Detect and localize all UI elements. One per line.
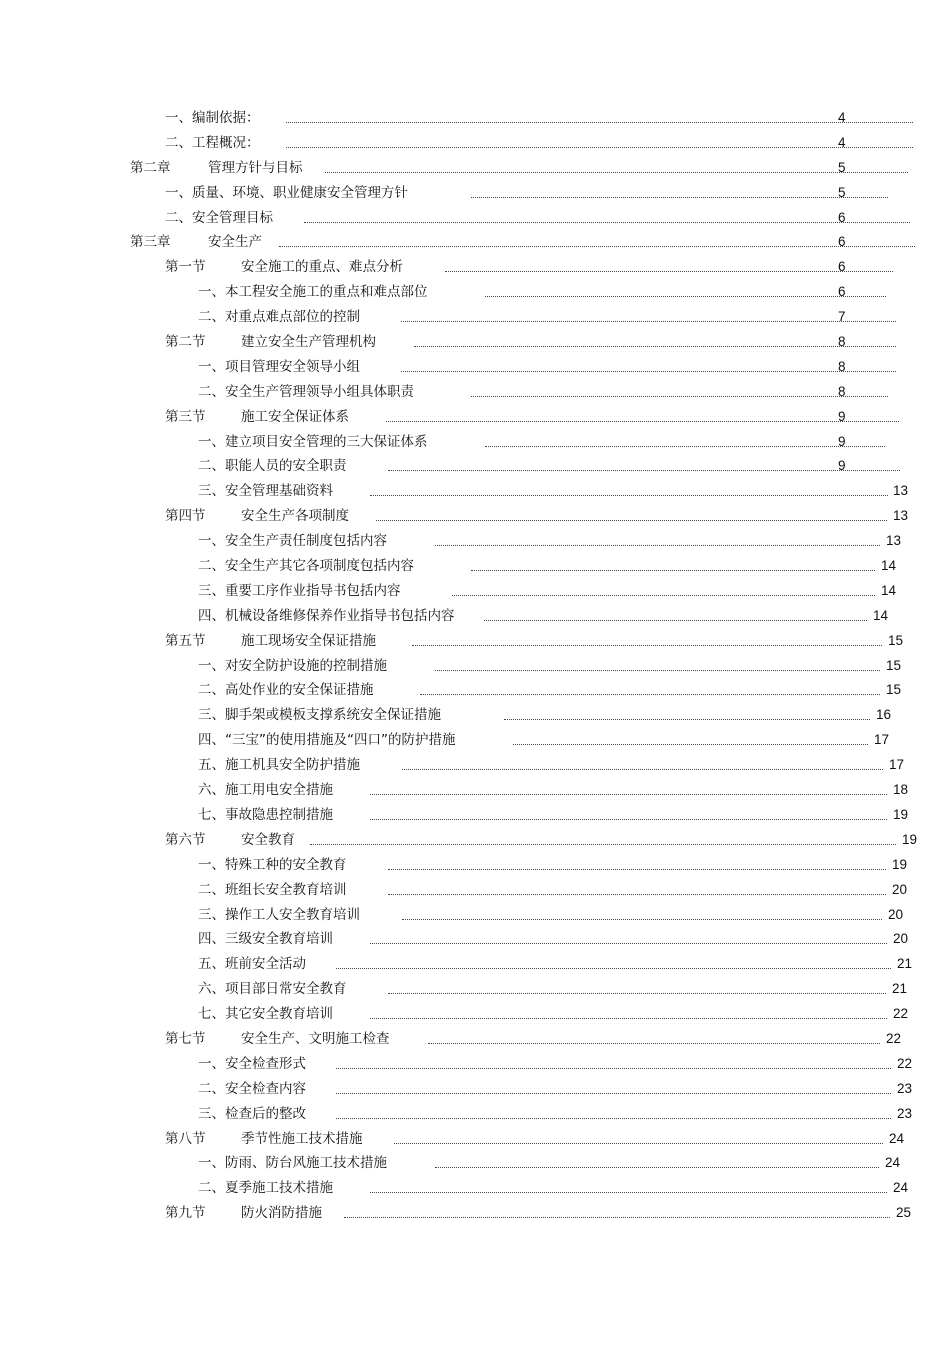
- toc-entry-title: 四、机械设备维修保养作业指导书包括内容: [198, 607, 455, 624]
- toc-dot-leader: [445, 262, 893, 272]
- toc-entry-title: 安全施工的重点、难点分析: [241, 259, 403, 276]
- toc-page-number: 18: [893, 782, 909, 798]
- toc-dot-leader: [435, 661, 880, 671]
- toc-entry-label: [165, 1201, 322, 1226]
- toc-entry-label: [198, 878, 347, 903]
- toc-entry-title: 三、脚手架或模板支撑系统安全保证措施: [198, 707, 441, 724]
- toc-dot-leader: [513, 735, 868, 745]
- toc-entry-label: [198, 778, 333, 803]
- toc-entry-title: 施工安全保证体系: [241, 408, 349, 425]
- toc-dot-leader: [388, 984, 886, 994]
- toc-page-number: 23: [897, 1105, 913, 1121]
- toc-dot-leader: [452, 586, 875, 596]
- toc-entry-number: 第二章: [130, 159, 171, 176]
- toc-entry[interactable]: [0, 280, 950, 305]
- toc-entry-label: [198, 380, 414, 405]
- toc-dot-leader: [414, 337, 896, 347]
- toc-entry-title: 二、对重点难点部位的控制: [198, 309, 360, 326]
- toc-entry[interactable]: [0, 380, 950, 405]
- toc-entry-title: 二、工程概况：: [165, 134, 260, 151]
- toc-entry-label: [165, 504, 349, 529]
- toc-entry-title: 三、重要工序作业指导书包括内容: [198, 582, 401, 599]
- toc-dot-leader: [420, 685, 880, 695]
- toc-entry[interactable]: [0, 454, 950, 479]
- toc-entry-label: [198, 305, 360, 330]
- toc-entry-label: [198, 355, 360, 380]
- toc-entry[interactable]: [0, 703, 950, 728]
- toc-entry-label: [198, 1102, 306, 1127]
- toc-dot-leader: [370, 934, 887, 944]
- toc-page-number: 21: [892, 981, 908, 997]
- toc-entry-title: 建立安全生产管理机构: [241, 334, 376, 351]
- toc-page-number: 24: [893, 1180, 909, 1196]
- toc-dot-leader: [286, 138, 913, 148]
- toc-entry-label: [198, 927, 333, 952]
- toc-dot-leader: [401, 362, 896, 372]
- toc-dot-leader: [401, 312, 896, 322]
- toc-entry-number: 第九节: [165, 1205, 206, 1222]
- toc-dot-leader: [370, 1009, 887, 1019]
- toc-page-number: 22: [886, 1030, 902, 1046]
- toc-entry-title: 一、本工程安全施工的重点和难点部位: [198, 284, 428, 301]
- toc-dot-leader: [388, 885, 886, 895]
- toc-entry-label: [198, 529, 387, 554]
- toc-entry[interactable]: [0, 330, 950, 355]
- toc-page-number: 13: [886, 533, 902, 549]
- toc-page-number: 17: [874, 732, 890, 748]
- toc-entry-label: [165, 255, 403, 280]
- toc-entry[interactable]: [0, 654, 950, 679]
- toc-entry-number: 第三节: [165, 408, 206, 425]
- toc-dot-leader: [435, 1158, 879, 1168]
- toc-entry-title: 三、检查后的整改: [198, 1105, 306, 1122]
- toc-page-number: 6: [838, 234, 846, 250]
- toc-entry-title: 一、编制依据：: [165, 110, 260, 126]
- toc-entry[interactable]: [0, 479, 950, 504]
- toc-page-number: 8: [838, 358, 846, 374]
- toc-entry-label: [165, 1027, 390, 1052]
- toc-entry[interactable]: [0, 1027, 950, 1052]
- toc-entry[interactable]: [0, 1127, 950, 1152]
- toc-entry[interactable]: [0, 430, 950, 455]
- toc-entry[interactable]: [0, 803, 950, 828]
- toc-dot-leader: [286, 113, 913, 123]
- toc-entry[interactable]: [0, 728, 950, 753]
- toc-dot-leader: [388, 860, 886, 870]
- toc-dot-leader: [304, 213, 910, 223]
- toc-dot-leader: [336, 1109, 891, 1119]
- toc-entry-title: 安全生产、文明施工检查: [241, 1030, 390, 1047]
- toc-page-number: 20: [888, 906, 904, 922]
- toc-page-number: 22: [897, 1055, 913, 1071]
- toc-dot-leader: [310, 835, 896, 845]
- toc-dot-leader: [435, 536, 880, 546]
- toc-entry-label: [198, 903, 360, 928]
- toc-dot-leader: [386, 412, 899, 422]
- toc-entry-number: 第一节: [165, 259, 206, 276]
- toc-entry[interactable]: [0, 927, 950, 952]
- toc-dot-leader: [325, 163, 908, 173]
- toc-dot-leader: [336, 1084, 891, 1094]
- toc-page-number: 8: [838, 334, 846, 350]
- toc-entry[interactable]: [0, 504, 950, 529]
- toc-entry-title: 管理方针与目标: [208, 159, 303, 176]
- toc-page-number: 7: [838, 309, 846, 325]
- toc-entry[interactable]: [0, 604, 950, 629]
- toc-page-number: 20: [893, 931, 909, 947]
- toc-entry-number: 第五节: [165, 632, 206, 649]
- toc-entry-title: 四、三级安全教育培训: [198, 931, 333, 948]
- toc-page-number: 24: [889, 1130, 905, 1146]
- toc-entry[interactable]: [0, 952, 950, 977]
- toc-entry-title: 施工现场安全保证措施: [241, 632, 376, 649]
- toc-entry-title: 一、安全生产责任制度包括内容: [198, 533, 387, 550]
- toc-entry[interactable]: [0, 828, 950, 853]
- toc-dot-leader: [485, 287, 886, 297]
- toc-page-number: 6: [838, 259, 846, 275]
- toc-entry-title: 一、安全检查形式: [198, 1055, 306, 1072]
- toc-entry[interactable]: [0, 903, 950, 928]
- toc-entry-title: 七、事故隐患控制措施: [198, 806, 333, 823]
- toc-dot-leader: [370, 785, 887, 795]
- toc-entry[interactable]: [0, 579, 950, 604]
- toc-entry[interactable]: [0, 853, 950, 878]
- toc-entry-label: [165, 330, 376, 355]
- toc-page-number: 15: [886, 682, 902, 698]
- toc-entry-title: 五、施工机具安全防护措施: [198, 757, 360, 774]
- toc-dot-leader: [394, 1134, 883, 1144]
- toc-entry-label: [198, 1052, 306, 1077]
- toc-entry-title: 二、安全生产管理领导小组具体职责: [198, 383, 414, 400]
- toc-entry[interactable]: [0, 1052, 950, 1077]
- toc-dot-leader: [370, 810, 887, 820]
- toc-entry-label: [198, 454, 347, 479]
- toc-entry-label: [165, 131, 260, 156]
- toc-page-number: 5: [838, 184, 846, 200]
- toc-page-number: 16: [876, 707, 892, 723]
- toc-entry[interactable]: [0, 1201, 950, 1226]
- toc-entry-label: [198, 1176, 333, 1201]
- toc-entry[interactable]: [0, 1102, 950, 1127]
- toc-entry-title: 一、对安全防护设施的控制措施: [198, 657, 387, 674]
- toc-entry[interactable]: [0, 1002, 950, 1027]
- toc-entry-label: [198, 554, 414, 579]
- toc-entry[interactable]: [0, 230, 950, 255]
- toc-page-number: 19: [893, 806, 909, 822]
- toc-entry-title: 二、安全生产其它各项制度包括内容: [198, 558, 414, 575]
- table-of-contents: [0, 106, 950, 1226]
- toc-dot-leader: [370, 486, 888, 496]
- toc-dot-leader: [336, 959, 891, 969]
- toc-dot-leader: [484, 611, 867, 621]
- toc-page-number: 15: [886, 657, 902, 673]
- toc-entry-title: 二、高处作业的安全保证措施: [198, 682, 374, 699]
- toc-page-number: 20: [892, 881, 908, 897]
- toc-entry[interactable]: [0, 778, 950, 803]
- toc-entry-title: 二、班组长安全教育培训: [198, 881, 347, 898]
- toc-entry-title: 二、夏季施工技术措施: [198, 1180, 333, 1197]
- toc-entry[interactable]: [0, 255, 950, 280]
- toc-entry[interactable]: [0, 554, 950, 579]
- toc-dot-leader: [279, 237, 915, 247]
- toc-entry-title: 二、职能人员的安全职责: [198, 458, 347, 475]
- toc-dot-leader: [370, 1183, 887, 1193]
- toc-dot-leader: [376, 511, 887, 521]
- toc-entry-title: 三、安全管理基础资料: [198, 483, 333, 500]
- toc-entry-title: 一、防雨、防台风施工技术措施: [198, 1155, 387, 1172]
- toc-entry-label: [198, 728, 455, 753]
- toc-entry-title: 七、其它安全教育培训: [198, 1006, 333, 1023]
- toc-entry[interactable]: [0, 156, 950, 181]
- toc-page-number: 9: [838, 433, 846, 449]
- toc-entry-label: [198, 1077, 306, 1102]
- toc-page-number: 14: [881, 582, 897, 598]
- toc-entry-label: [165, 106, 260, 131]
- toc-entry-label: [198, 1002, 333, 1027]
- toc-dot-leader: [402, 910, 882, 920]
- toc-entry-label: [165, 1127, 363, 1152]
- toc-page-number: 4: [838, 134, 846, 150]
- toc-entry-label: [198, 952, 306, 977]
- toc-dot-leader: [485, 437, 885, 447]
- toc-entry-title: 安全生产各项制度: [241, 508, 349, 525]
- toc-entry-label: [198, 753, 360, 778]
- toc-dot-leader: [471, 387, 888, 397]
- toc-dot-leader: [336, 1059, 891, 1069]
- toc-entry[interactable]: [0, 305, 950, 330]
- toc-entry-label: [198, 803, 333, 828]
- toc-dot-leader: [388, 461, 900, 471]
- toc-entry[interactable]: [0, 1151, 950, 1176]
- toc-entry-label: [165, 206, 273, 231]
- toc-entry-title: 防火消防措施: [241, 1205, 322, 1222]
- toc-entry-label: [198, 604, 455, 629]
- toc-entry-title: 一、特殊工种的安全教育: [198, 856, 347, 873]
- toc-entry-title: 五、班前安全活动: [198, 956, 306, 973]
- toc-page-number: 14: [881, 558, 897, 574]
- toc-dot-leader: [344, 1208, 890, 1218]
- toc-entry-title: 三、操作工人安全教育培训: [198, 906, 360, 923]
- toc-entry-label: [198, 654, 387, 679]
- toc-entry-title: 二、安全管理目标: [165, 209, 273, 226]
- toc-entry-number: 第七节: [165, 1030, 206, 1047]
- toc-page-number: 21: [897, 956, 913, 972]
- toc-page-number: 24: [885, 1155, 901, 1171]
- toc-entry-title: 安全生产: [208, 234, 262, 251]
- toc-page-number: 9: [838, 408, 846, 424]
- toc-page-number: 5: [838, 159, 846, 175]
- toc-page-number: 22: [893, 1006, 909, 1022]
- toc-page-number: 8: [838, 383, 846, 399]
- toc-entry[interactable]: [0, 678, 950, 703]
- toc-entry-number: 第三章: [130, 234, 171, 251]
- toc-entry-label: [130, 156, 303, 181]
- toc-page-number: 4: [838, 110, 846, 125]
- toc-dot-leader: [504, 710, 870, 720]
- toc-page-number: 19: [902, 831, 918, 847]
- toc-entry-title: 一、建立项目安全管理的三大保证体系: [198, 433, 428, 450]
- toc-entry[interactable]: [0, 206, 950, 231]
- toc-entry-label: [165, 629, 376, 654]
- toc-entry-label: [165, 828, 295, 853]
- toc-entry[interactable]: [0, 181, 950, 206]
- toc-page-number: 13: [893, 508, 909, 524]
- toc-entry-title: 一、项目管理安全领导小组: [198, 358, 360, 375]
- toc-entry-label: [198, 579, 401, 604]
- toc-entry[interactable]: [0, 106, 950, 131]
- toc-entry-title: 安全教育: [241, 831, 295, 848]
- toc-page-number: 13: [893, 483, 909, 499]
- toc-entry-number: 第四节: [165, 508, 206, 525]
- toc-entry-number: 第六节: [165, 831, 206, 848]
- toc-entry[interactable]: [0, 1176, 950, 1201]
- toc-entry-title: 一、质量、环境、职业健康安全管理方针: [165, 184, 408, 201]
- toc-entry-label: [198, 430, 428, 455]
- toc-dot-leader: [471, 561, 875, 571]
- toc-dot-leader: [471, 188, 888, 198]
- toc-entry[interactable]: [0, 629, 950, 654]
- toc-entry-title: 六、项目部日常安全教育: [198, 981, 347, 998]
- toc-dot-leader: [402, 760, 883, 770]
- toc-entry[interactable]: [0, 529, 950, 554]
- toc-entry[interactable]: [0, 878, 950, 903]
- toc-dot-leader: [412, 636, 882, 646]
- toc-entry[interactable]: [0, 405, 950, 430]
- toc-entry-label: [198, 479, 333, 504]
- toc-page-number: 9: [838, 458, 846, 474]
- toc-entry[interactable]: [0, 977, 950, 1002]
- toc-entry-label: [198, 853, 347, 878]
- toc-entry-number: 第二节: [165, 334, 206, 351]
- toc-entry-label: [165, 405, 349, 430]
- toc-entry-label: [198, 977, 347, 1002]
- toc-entry-title: 二、安全检查内容: [198, 1080, 306, 1097]
- toc-entry-label: [198, 1151, 387, 1176]
- toc-entry-label: [198, 678, 374, 703]
- toc-page-number: 14: [873, 607, 889, 623]
- toc-entry[interactable]: [0, 1077, 950, 1102]
- toc-entry-title: 六、施工用电安全措施: [198, 782, 333, 799]
- toc-page-number: 23: [897, 1080, 913, 1096]
- toc-entry-title: 季节性施工技术措施: [241, 1130, 363, 1147]
- toc-page-number: 19: [892, 856, 908, 872]
- toc-page-number: 17: [889, 757, 905, 773]
- toc-page-number: 6: [838, 284, 846, 300]
- toc-entry-label: [198, 280, 428, 305]
- toc-page-number: 25: [896, 1205, 912, 1221]
- toc-entry-title: 四、“三宝”的使用措施及“四口”的防护措施: [198, 732, 456, 749]
- toc-page-number: 15: [888, 632, 904, 648]
- toc-page-number: 6: [838, 209, 846, 225]
- toc-entry-label: [165, 181, 408, 206]
- toc-dot-leader: [428, 1034, 880, 1044]
- toc-entry[interactable]: [0, 355, 950, 380]
- toc-entry-label: [130, 230, 262, 255]
- toc-entry[interactable]: [0, 753, 950, 778]
- toc-entry[interactable]: [0, 131, 950, 156]
- toc-entry-number: 第八节: [165, 1130, 206, 1147]
- toc-entry-label: [198, 703, 441, 728]
